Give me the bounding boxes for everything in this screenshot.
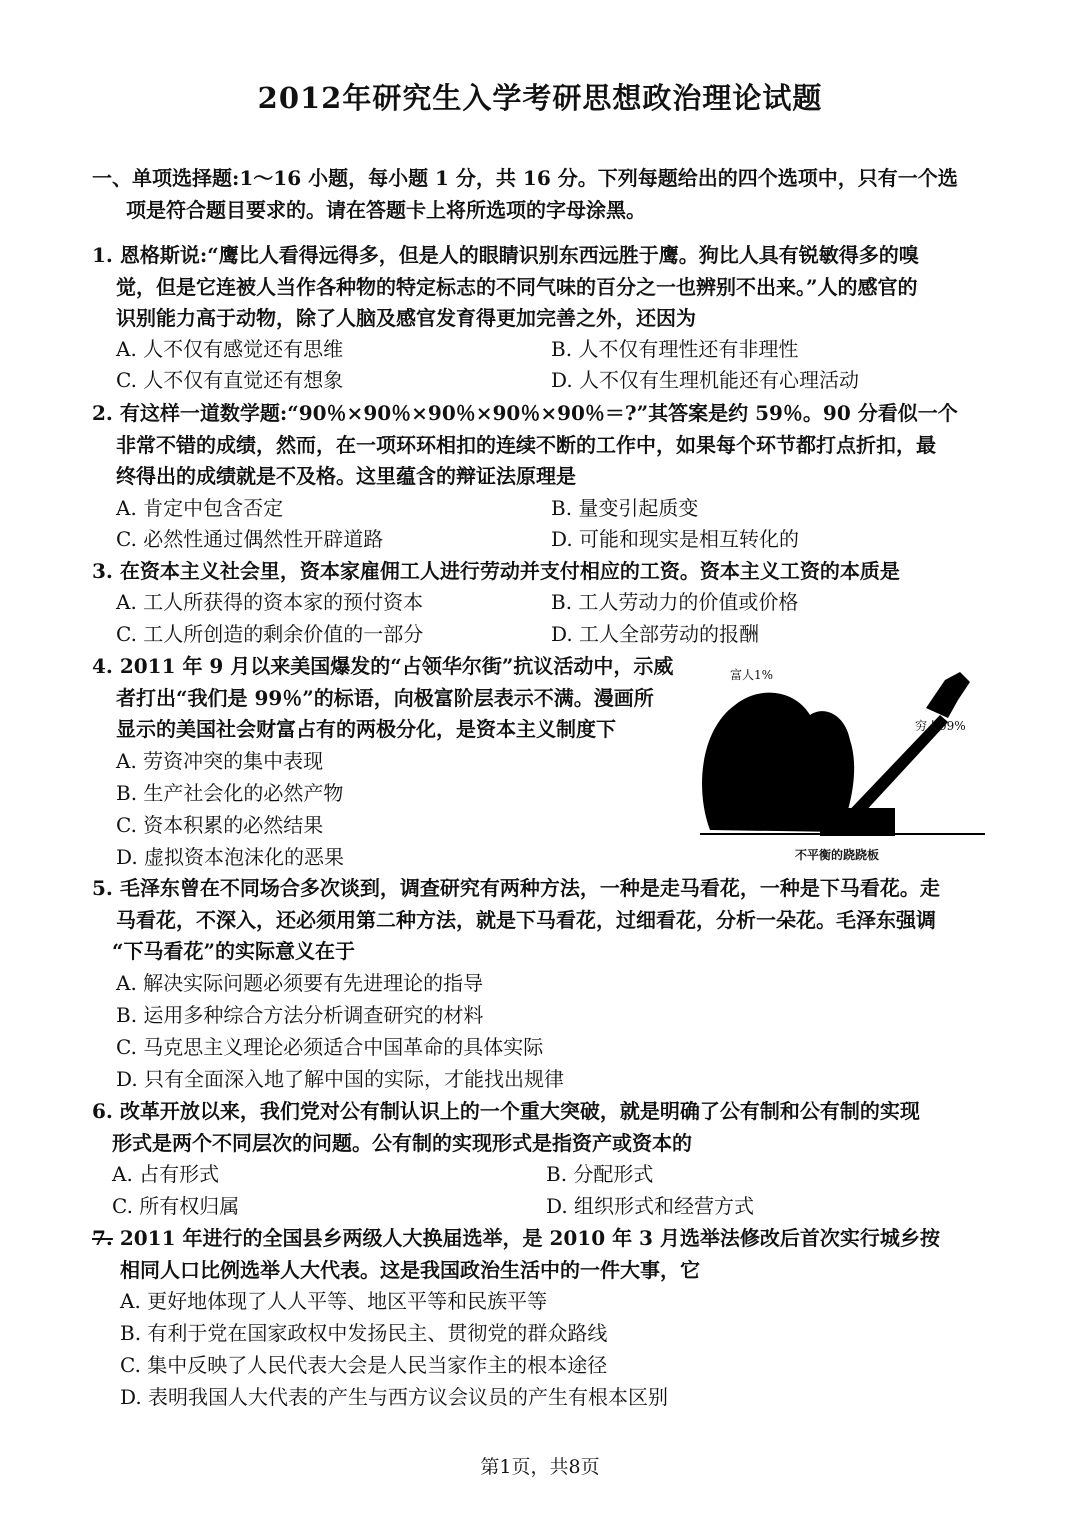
poor-label: 穷人99% (915, 719, 966, 733)
page-footer: 第1页，共8页 (480, 1456, 600, 1478)
q2-line-3: 终得出的成绩就是不及格。这里蕴含的辩证法原理是 (116, 464, 576, 488)
q1-line-2: 觉，但是它连被人当作各种物的特定标志的不同气味的百分之一也辨别不出来。”人的感官的 (116, 274, 918, 299)
q5-option-c: C. 马克思主义理论必须适合中国革命的具体实际 (116, 1035, 544, 1059)
q1-line-3: 识别能力高于动物，除了人脑及感官发育得更加完善之外，还因为 (116, 306, 696, 330)
q3-option-d: D. 工人全部劳动的报酬 (551, 622, 760, 646)
q1-option-d: D. 人不仅有生理机能还有心理活动 (551, 368, 860, 392)
q4-option-a: A. 劳资冲突的集中表现 (116, 749, 324, 773)
question-1 (92, 240, 919, 335)
q3-option-b: B. 工人劳动力的价值或价格 (551, 590, 799, 614)
question-3 (92, 556, 900, 588)
q7-line-1-text: 2011 年进行的全国县乡两级人大换届选举，是 2010 年 3 月选举法修改后首次实行城乡按 (112, 1226, 940, 1250)
q2-option-d: D. 可能和现实是相互转化的 (551, 527, 800, 551)
seesaw-fulcrum (820, 808, 895, 836)
q3-line-1: 3. 在资本主义社会里，资本家雇佣工人进行劳动并支付相应的工资。资本主义工资的本质是 (92, 559, 900, 583)
q5-option-d: D. 只有全面深入地了解中国的实际，才能找出规律 (116, 1067, 565, 1091)
q6-option-d: D. 组织形式和经营方式 (546, 1194, 755, 1218)
q5-option-a: A. 解决实际问题必须要有先进理论的指导 (116, 971, 484, 995)
q4-line-3: 显示的美国社会财富占有的两极分化，是资本主义制度下 (116, 717, 616, 741)
question-5 (92, 873, 940, 968)
seesaw-illustration (690, 660, 990, 865)
q7-option-a: A. 更好地体现了人人平等、地区平等和民族平等 (120, 1289, 548, 1313)
q6-option-c: C. 所有权归属 (112, 1194, 240, 1218)
section-line-2: 项是符合题目要求的。请在答题卡上将所选项的字母涂黑。 (126, 197, 646, 222)
q6-line-2: 形式是两个不同层次的问题。公有制的实现形式是指资产或资本的 (112, 1130, 692, 1155)
q2-line-2: 非常不错的成绩，然而，在一项环环相扣的连续不断的工作中，如果每个环节都打点折扣，最 (116, 432, 936, 457)
question-7 (92, 1223, 940, 1286)
q6-line-1: 6. 改革开放以来，我们党对公有制认识上的一个重大突破，就是明确了公有制和公有制的实现 (92, 1099, 920, 1123)
q7-line-2: 相同人口比例选举人大代表。这是我国政治生活中的一件大事，它 (120, 1257, 700, 1282)
question-2 (92, 398, 958, 493)
q7-number: 7. (92, 1226, 113, 1250)
page-title: 2012年研究生入学考研思想政治理论试题 (257, 81, 823, 115)
question-4 (92, 651, 673, 746)
q6-option-b: B. 分配形式 (546, 1162, 654, 1186)
q1-option-a: A. 人不仅有感觉还有思维 (116, 337, 344, 361)
q2-line-1: 2. 有这样一道数学题:“90％×90％×90％×90％×90％＝?”其答案是约 59％。90 分看似一个 (92, 401, 958, 425)
section-line-1: 一、单项选择题:1～16 小题，每小题 1 分，共 16 分。下列每题给出的四个选项中，只有一个选 (92, 166, 958, 190)
q5-line-2: 马看花，不深入，还必须用第二种方法，就是下马看花，过细看花，分析一朵花。毛泽东强调 (116, 907, 936, 932)
q4-line-2: 者打出“我们是 99％”的标语，向极富阶层表示不满。漫画所 (116, 685, 654, 710)
figure-caption: 不平衡的跷跷板 (795, 848, 880, 862)
q7-option-d: D. 表明我国人大代表的产生与西方议会议员的产生有根本区别 (120, 1385, 669, 1409)
q3-option-c: C. 工人所创造的剩余价值的一部分 (116, 622, 424, 646)
q5-line-1: 5. 毛泽东曾在不同场合多次谈到，调查研究有两种方法，一种是走马看花，一种是下马看花。走 (92, 876, 940, 900)
q6-option-a: A. 占有形式 (112, 1162, 220, 1186)
q5-line-3: “下马看花”的实际意义在于 (112, 939, 356, 963)
q7-option-b: B. 有利于党在国家政权中发扬民主、贯彻党的群众路线 (120, 1321, 608, 1345)
q4-line-1: 4. 2011 年 9 月以来美国爆发的“占领华尔街”抗议活动中，示威 (92, 654, 674, 678)
question-6 (92, 1096, 920, 1159)
q2-option-c: C. 必然性通过偶然性开辟道路 (116, 527, 384, 551)
q7-option-c: C. 集中反映了人民代表大会是人民当家作主的根本途径 (120, 1353, 608, 1377)
q3-option-a: A. 工人所获得的资本家的预付资本 (116, 590, 424, 614)
poor-figure (926, 672, 970, 718)
q1-option-b: B. 人不仅有理性还有非理性 (551, 337, 799, 361)
q5-option-b: B. 运用多种综合方法分析调查研究的材料 (116, 1003, 484, 1027)
q4-option-b: B. 生产社会化的必然产物 (116, 781, 344, 805)
q4-option-d: D. 虚拟资本泡沫化的恶果 (116, 845, 345, 869)
q1-line-1: 1. 恩格斯说:“鹰比人看得远得多，但是人的眼睛识别东西远胜于鹰。狗比人具有锐敏得多的嗅 (92, 243, 919, 267)
q4-option-c: C. 资本积累的必然结果 (116, 813, 324, 837)
rich-label: 富人1% (730, 668, 774, 682)
seesaw-cartoon (690, 660, 990, 865)
q2-option-a: A. 肯定中包含否定 (116, 496, 284, 520)
q2-option-b: B. 量变引起质变 (551, 496, 699, 520)
q1-option-c: C. 人不仅有直觉还有想象 (116, 368, 344, 392)
section-header (92, 163, 958, 226)
q7-line-1 (92, 1223, 940, 1255)
